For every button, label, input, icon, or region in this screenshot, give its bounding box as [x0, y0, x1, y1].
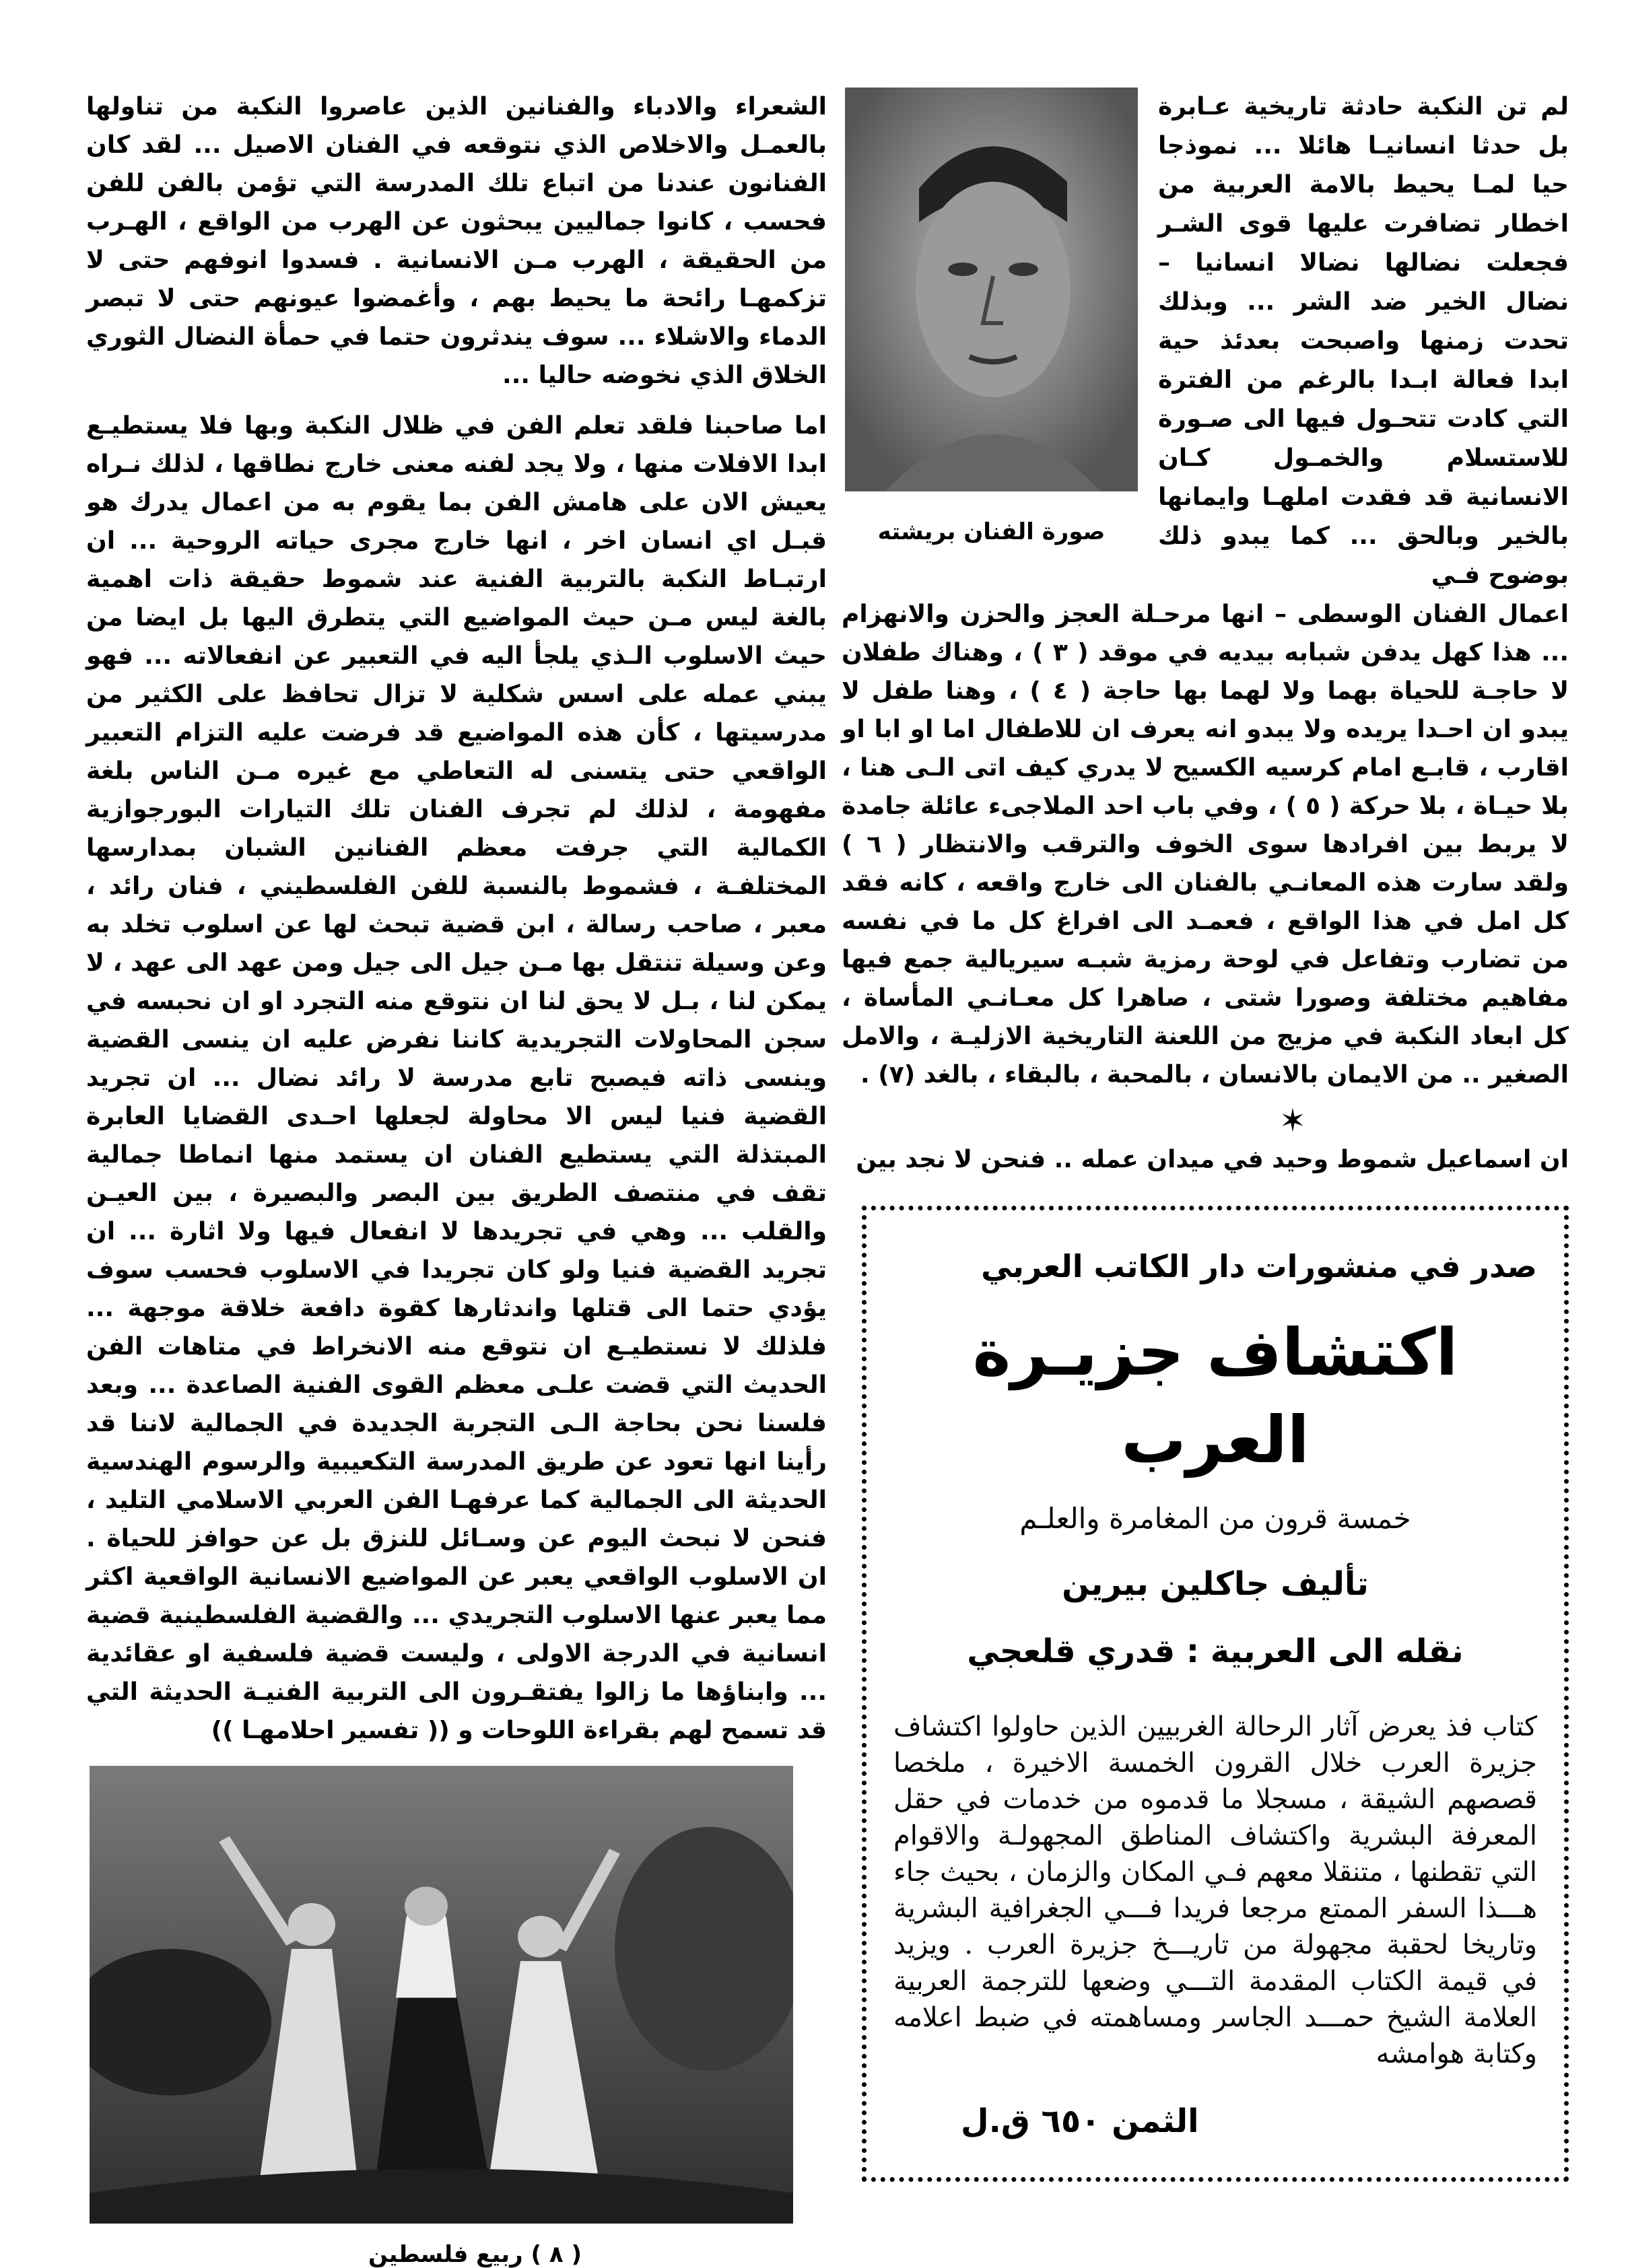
portrait-block [842, 88, 1138, 545]
left-column-wrapper [86, 88, 827, 2268]
portrait-caption: صورة الفنان بريشته [877, 518, 1106, 545]
ad-translator: نقله الى العربية : قدري قلعجي [967, 1633, 1464, 1670]
right-column-wrapper [842, 88, 1569, 2182]
article-right-narrow-column: لم تن النكبة حادثة تاريخية عـابرة بل حدثا انسانيـا هائلا ... نموذجا حيا لمـا يحيط بالامة العربية من اخطار تضافرت عليها قوى الشـر فجعلت نضالها نضالا انسانيا – نضال الخير ضد الشر ... وبذلك تحدت زمنها واصبحت بعدئذ حية ابدا فعالة ابـدا بالرغم من الفترة التي كادت تتحـول فيها الى صـورة للاستسلام والخمـول كـان الانسانية قد فقدت املهـا وايمانها بالخير وبالحق ... كما يبدو ذلك بوضوح فـي [1158, 93, 1569, 589]
ad-book-subtitle: خمسة قرون من المغامرة والعلـم [1019, 1502, 1411, 1535]
book-advertisement [862, 1206, 1569, 2182]
article-paragraph: الشعراء والادباء والفنانين الذين عاصروا النكبة من تناولها بالعمـل والاخلاص الذي نتوقعه في الفنان الاصيل ... لقد كان الفنانون عندنا من اتباع تلك المدرسة التي تؤمن بالفن للفن فحسب ، كانوا جماليين يبحثون عن الهرب من الواقع ، الهـرب من الحقيقة ، الهرب مـن الانسانية . فسدوا انوفهم حتى لا تزكمهـا رائحة ما يحيط بهم ، وأغمضوا عيونهم حتى لا تبصر الدماء والاشلاء ... سوف يندثرون حتما في حمأة النضال الثوري الخلاق الذي نخوضه حاليا ... [86, 93, 827, 389]
page-footer: ( ٨ ) ربيع فلسطين [368, 2241, 582, 2268]
article-right-wide-text: اعمال الفنان الوسطى – انها مرحـلة العجز والحزن والانهزام ... هذا كهل يدفن شبابه بيديه في موقد ( ٣ ) ، وهناك طفلان لا حاجـة للحياة بهما ولا لهما بها حاجة ( ٤ ) ، وهنا طفل لا يبدو ان احـدا يريده ولا يبدو انه يعرف ان للاطفال اما او ابا او اقارب ، قابـع امام كرسيه الكسيح لا يدري كيف اتى الـى هنا ، بلا حيـاة ، بلا حركة ( ٥ ) ، وفي باب احد الملاجىء عائلة جامدة لا يربط بين افرادها سوى الخوف والترقب والانتظار ( ٦ ) ولقد سارت هذه المعانـي بالفنان الى خارج واقعه ، كانه فقد كل امل في هذا الواقع ، فعمـد الى افراغ كل ما في نفسه من تضارب وتفاعل في لوحة رمزية شبـه سيريالية جمع فيها مفاهيم مختلفة وصورا شتى ، صاهرا كل معـانـي المأساة ، كل ابعاد النكبة في مزيج من اللعنة التاريخية الازليـة ، والامل الصغير .. من الايمان بالانسان ، بالمحبة ، بالبقاء ، بالغد (٧) . [842, 600, 1569, 1089]
ad-price: الثمن ٦٥٠ ق.ل [961, 2102, 1199, 2140]
ad-author: تأليف جاكلين بيرين [1062, 1565, 1369, 1603]
ad-book-title: اكتشاف جزيـرة العرب [972, 1315, 1458, 1478]
ad-publisher: صدر في منشورات دار الكاتب العربي [981, 1248, 1537, 1284]
artist-self-portrait [845, 88, 1138, 491]
section-separator-star: ✶ [1279, 1102, 1307, 1140]
article-continuation-line: ان اسماعيل شموط وحيد في ميدان عمله .. فنحن لا نجد بين [856, 1146, 1569, 1173]
painting-dancing-women [90, 1766, 793, 2224]
article-left-column [86, 88, 827, 1750]
ad-description: كتاب فذ يعرض آثار الرحالة الغربيين الذين حاولوا اكتشاف جزيرة العرب خلال القرون الخمسة الاخيرة ، ملخصا قصصهم الشيقة ، مسجلا ما قدموه من خدمات في حقل المعرفة البشرية واكتشاف المناطق المجهولـة والاقوام التي تقطنها ، متنقلا معهم فـي المكان والزمان ، بحيث جاء هـــذا السفر الممتع مرجعا فريدا فـــي الجغرافية البشرية وتاريخا لحقبة مجهولة من تاريـــخ جزيرة العرب . ويزيد في قيمة الكتاب المقدمة التـــي وضعها للترجمة العربية العلامة الشيخ حمـــد الجاسر ومساهمته في ضبط اعلامه وكتابة هوامشه [893, 1711, 1538, 2069]
article-paragraph: اما صاحبنا فلقد تعلم الفن في ظلال النكبة وبها فلا يستطيـع ابدا الافلات منها ، ولا يجد لفنه معنى خارج نطاقها ، لذلك نـراه يعيش الان على هامش الفن بما يقوم به من اعمال يدرك هو قبـل اي انسان اخر ، انها خارج مجرى حياته الروحية ... ان ارتبـاط النكبة بالتربية الفنية عند شموط حقيقة ذات اهمية بالغة ليس مـن حيث المواضيع التي يتطرق اليها بل ايضا من حيث الاسلوب الـذي يلجأ اليه في التعبير عن انفعالاته ... فهو يبني عمله على اسس شكلية لا تزال تحافظ على الكثير من مدرسيتها ، كأن هذه المواضيع قد فرضت عليه التزام التعبير الواقعي حتى يتسنى له التعاطي مع غيره مـن الناس بلغة مفهومة ، لذلك لم تجرف الفنان تلك التيارات البورجوازية الكمالية التي جرفت معظم الفنانين الشبان بمدارسها المختلفـة ، فشموط بالنسبة للفن الفلسطيني ، فنان رائد ، معبر ، صاحب رسالة ، ابن قضية تبحث لها عن اسلوب تخلد به وعن وسيلة تنتقل بها مـن جيل الى جيل ومن عهد الى عهد ، لا يمكن لنا ، بـل لا يحق لنا ان نتوقع منه التجرد او ان نحبسه في سجن المحاولات التجريدية كاننا نفرض عليه ان ينسى القضية وينسى ذاته فيصبح تابع مدرسة لا رائد نضال ... ان تجريد القضية فنيا ليس الا محاولة لجعلها احـدى القضايا العابرة المبتذلة التي يستطيع الفنان ان يستمد منها انماطا جمالية تقف في منتصف الطريق بين البصر والبصيرة ، بين العيـن والقلب ... وهي في تجريدها لا انفعال فيها ولا اثارة ... ان تجريد القضية فنيا ولو كان تجريدا في الاسلوب فحسب سوف يؤدي حتما الى قتلها واندثارها كقوة دافعة خلاقة موجهة ... فلذلك لا نستطيـع ان نتوقع منه الانخراط في متاهات الفن الحديث التي قضت علـى معظم القوى الفنية الصاعدة ... وبعد فلسنا نحن بحاجة الـى التجربة الجديدة في الجمالية لاننا قد رأينا انها تعود عن طريق المدرسة التكعيبية والرسوم الهندسية الحديثة الى الجمالية كما عرفهـا الفن العربي الاسلامي التليد ، فنحن لا نبحث اليوم عن وسـائل للنزق بل عن حوافز للحياة . ان الاسلوب الواقعي يعبر عن المواضيع الانسانية الواقعية اكثر مما يعبر عنها الاسلوب التجريدي ... والقضية الفلسطينية قضية انسانية في الدرجة الاولى ، وليست قضية فلسفية او عقائدية ... وابناؤها ما زالوا يفتقـرون الى التربية الفنيـة الحديثة التي قد تسمح لهم بقراءة اللوحات و (( تفسير احلامهـا )) [86, 412, 827, 1744]
